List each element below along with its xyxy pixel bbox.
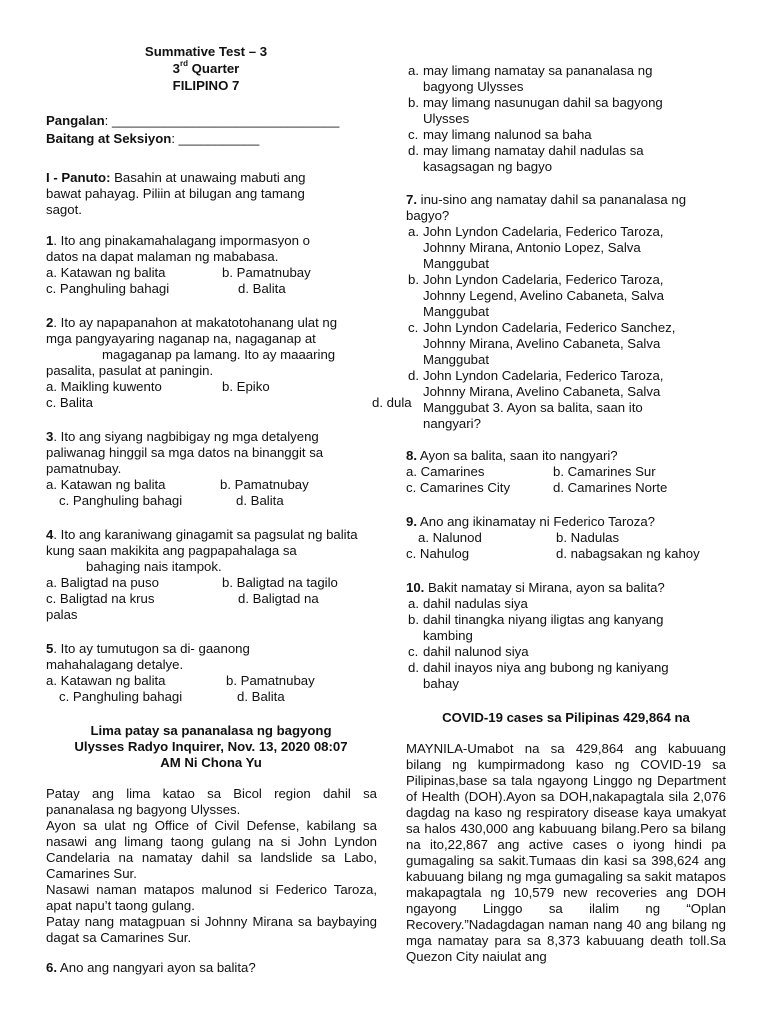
- question-2-choices-row1: [46, 379, 360, 395]
- question-4-choices-row3: [46, 607, 358, 623]
- choice[interactable]: a. Katawan ng balita: [46, 477, 166, 492]
- question-10-choices: [406, 596, 694, 692]
- choice[interactable]: d. Baligtad na: [238, 591, 319, 606]
- article-paragraph: Patay ang lima katao sa Bicol region dahil sa pananalasa ng bagyong Ulysses.: [46, 786, 377, 817]
- question-8-choices-row2: [406, 480, 716, 496]
- choice[interactable]: c. Balita: [46, 395, 93, 410]
- question-4: [46, 527, 358, 623]
- choice[interactable]: b. Camarines Sur: [553, 464, 656, 479]
- section-field[interactable]: Baitang at Seksiyon: ___________: [46, 131, 260, 146]
- question-1-text: 1. Ito ang pinakamahalagang impormasyon o datos na dapat malaman ng mababasa.: [46, 233, 310, 264]
- choice[interactable]: a. Baligtad na puso: [46, 575, 159, 590]
- article-paragraph: Patay nang matagpuan si Johnny Mirana sa baybaying dagat sa Camarines Sur.: [46, 914, 377, 945]
- choice[interactable]: c. Nahulog: [406, 546, 470, 561]
- choice[interactable]: d. nabagsakan ng kahoy: [556, 546, 700, 561]
- test-title: Summative Test – 3: [144, 44, 268, 59]
- choice[interactable]: d. Camarines Norte: [553, 480, 668, 495]
- quarter-label: 3rd Quarter: [172, 58, 240, 76]
- choice[interactable]: b. Baligtad na tagilo: [222, 575, 338, 590]
- choice[interactable]: b. Pamatnubay: [222, 265, 311, 280]
- choice[interactable]: d. Balita: [237, 689, 285, 704]
- question-4-text-cont: bahaging nais itampok.: [86, 559, 222, 574]
- question-6-choices: [406, 63, 690, 175]
- choice[interactable]: b. John Lyndon Cadelaria, Federico Taroza, Johnny Legend, Avelino Cabaneta, Salva Manggubat: [408, 272, 664, 319]
- choice[interactable]: d. John Lyndon Cadelaria, Federico Taroza, Johnny Mirana, Avelino Cabaneta, Salva Manggubat 3. Ayon sa balita, saan ito nangyari?: [408, 368, 664, 431]
- question-9: [406, 514, 726, 562]
- question-2: [46, 315, 412, 411]
- instructions: I - Panuto: Basahin at unawaing mabuti ang bawat pahayag. Piliin at bilugan ang tamang sagot.: [46, 170, 306, 217]
- question-2-text-cont: magaganap pa lamang. Ito ay maaaring pasalita, pasulat at paningin.: [46, 347, 336, 378]
- question-5-text: 5. Ito ay tumutugon sa di- gaanong mahahalagang detalye.: [46, 641, 250, 672]
- question-1: [46, 233, 336, 297]
- choice[interactable]: d. dula: [372, 395, 412, 410]
- choice[interactable]: c. Panghuling bahagi: [59, 689, 183, 704]
- article-2-body: MAYNILA-Umabot na sa 429,864 ang kabuuang bilang ng kumpirmadong kaso ng COVID-19 sa Pilipinas,base sa tala ngayong Linggo ng Department of Health (DOH).Ayon sa DOH,nakapagtala sila 2,076 dagdag na kaso ng respiratory disease kaya umakyat sa halos 430,000 ang kabuuang bilang.Pero sa bilang na ito,22,867 ang active cases o iyong hindi pa gumagaling sa sakit.Tumaas din kasi sa 398,624 ang kabuuang bilang ng mga gumagaling sa sakit matapos makapagtala ng 10,579 new recoveries ang DOH ngayong Linggo sa ilalim ng “Oplan Recovery.”Nadagdagan naman nang 40 ang bilang ng mga namatay para sa 8,373 kabuuang death toll.Sa Quezon City naiulat ang: [406, 741, 726, 964]
- choice[interactable]: b. dahil tinangka niyang iligtas ang kanyang kambing: [408, 612, 664, 643]
- choice[interactable]: a. Camarines: [406, 464, 485, 479]
- question-4-choices-row2: [46, 591, 358, 607]
- question-3-choices-row1: [46, 477, 346, 493]
- question-2-choices-row2: [46, 395, 412, 411]
- question-3-choices-row2: [46, 493, 346, 509]
- choice[interactable]: d. dahil inayos niya ang bubong ng kaniyang bahay: [408, 660, 669, 691]
- question-9-text: 9. Ano ang ikinamatay ni Federico Taroza?: [406, 514, 656, 529]
- subject-label: FILIPINO 7: [172, 78, 240, 93]
- choice[interactable]: b. may limang nasunugan dahil sa bagyong Ulysses: [408, 95, 663, 126]
- choice[interactable]: d. may limang namatay dahil nadulas sa kasagsagan ng bagyo: [408, 143, 644, 174]
- question-8-choices-row1: [406, 464, 716, 480]
- question-8: [406, 448, 716, 496]
- question-9-choices-row1: [406, 530, 726, 546]
- choice[interactable]: b. Pamatnubay: [220, 477, 309, 492]
- choice[interactable]: a. John Lyndon Cadelaria, Federico Taroza, Johnny Mirana, Antonio Lopez, Salva Manggubat: [408, 224, 664, 271]
- question-7: [406, 192, 716, 432]
- article-paragraph: Nasawi naman matapos malunod si Federico Taroza, apat napu’t taong gulang.: [46, 882, 377, 913]
- article-1-body: [46, 786, 377, 946]
- choice[interactable]: c. dahil nalunod siya: [408, 644, 529, 659]
- name-field[interactable]: Pangalan: _______________________________: [46, 113, 340, 128]
- choice[interactable]: b. Epiko: [222, 379, 270, 394]
- choice[interactable]: d. Balita: [238, 281, 286, 296]
- choice[interactable]: b. Nadulas: [556, 530, 620, 545]
- choice[interactable]: a. Nalunod: [418, 530, 482, 545]
- choice[interactable]: a. may limang namatay sa pananalasa ng bagyong Ulysses: [408, 63, 653, 94]
- choice[interactable]: c. Camarines City: [406, 480, 511, 495]
- choice[interactable]: a. Maikling kuwento: [46, 379, 162, 394]
- choice[interactable]: a. Katawan ng balita: [46, 265, 166, 280]
- question-4-choices-row1: [46, 575, 358, 591]
- choice[interactable]: a. dahil nadulas siya: [408, 596, 528, 611]
- choice[interactable]: c. John Lyndon Cadelaria, Federico Sanchez, Johnny Mirana, Avelino Cabaneta, Salva Manggubat: [408, 320, 676, 367]
- choice[interactable]: d. Balita: [236, 493, 284, 508]
- article-2-headline: COVID-19 cases sa Pilipinas 429,864 na: [442, 710, 690, 725]
- question-4-text: 4. Ito ang karaniwang ginagamit sa pagsulat ng balita kung saan makikita ang pagpapahalaga sa: [46, 527, 358, 558]
- choice[interactable]: a. Katawan ng balita: [46, 673, 166, 688]
- question-3: [46, 429, 346, 509]
- question-5-choices-row2: [46, 689, 306, 705]
- choice[interactable]: b. Pamatnubay: [226, 673, 315, 688]
- question-5: [46, 641, 315, 705]
- question-1-choices-row1: [46, 265, 336, 281]
- article-paragraph: Ayon sa ulat ng Office of Civil Defense, kabilang sa nasawi ang limang taong gulang na si John Lyndon Candelaria na namatay dahil sa landslide sa Labo, Camarines Sur.: [46, 818, 377, 881]
- question-2-text: 2. Ito ay napapanahon at makatotohanang ulat ng mga pangyayaring naganap na, nagaganap at: [46, 315, 338, 346]
- question-3-text: 3. Ito ang siyang nagbibigay ng mga detalyeng paliwanag hinggil sa mga datos na binanggit sa pamatnubay.: [46, 429, 324, 476]
- question-6-text: 6. Ano ang nangyari ayon sa balita?: [46, 960, 256, 975]
- choice[interactable]: c. Panghuling bahagi: [46, 281, 170, 296]
- question-10: [406, 580, 706, 692]
- question-1-choices-row2: [46, 281, 336, 297]
- question-10-text: 10. Bakit namatay si Mirana, ayon sa balita?: [406, 580, 665, 595]
- choice[interactable]: c. may limang nalunod sa baha: [408, 127, 592, 142]
- question-8-text: 8. Ayon sa balita, saan ito nangyari?: [406, 448, 618, 463]
- article-1-headline: Lima patay sa pananalasa ng bagyong Ulysses Radyo Inquirer, Nov. 13, 2020 08:07 AM Ni Chona Yu: [74, 723, 348, 770]
- question-9-choices-row2: [406, 546, 726, 562]
- choice[interactable]: c. Baligtad na krus: [46, 591, 155, 606]
- question-5-choices-row1: [46, 673, 315, 689]
- choice-cont: palas: [46, 607, 78, 622]
- choice[interactable]: c. Panghuling bahagi: [59, 493, 183, 508]
- question-7-choices: [406, 224, 698, 432]
- question-7-text: 7. inu-sino ang namatay dahil sa pananalasa ng bagyo?: [406, 192, 687, 223]
